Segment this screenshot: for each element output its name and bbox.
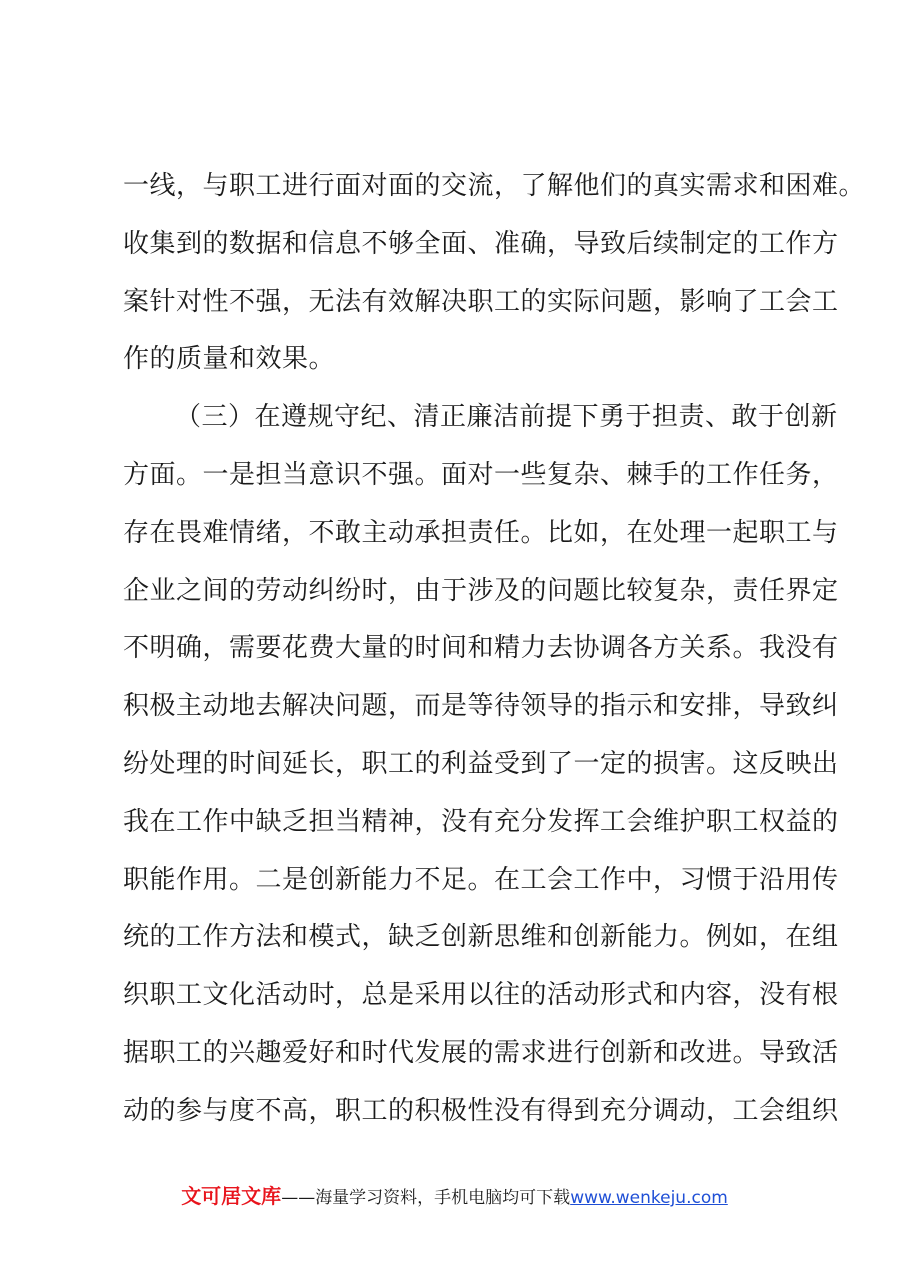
text-line: 织职工文化活动时，总是采用以往的活动形式和内容，没有根 bbox=[123, 980, 839, 1011]
text-line: 据职工的兴趣爱好和时代发展的需求进行创新和改进。导致活 bbox=[123, 1037, 839, 1068]
text-line: 我在工作中缺乏担当精神，没有充分发挥工会维护职工权益的 bbox=[123, 806, 839, 837]
text-line: 一线，与职工进行面对面的交流，了解他们的真实需求和困难。 bbox=[123, 171, 866, 201]
footer-banner bbox=[0, 1180, 909, 1209]
text-line: 纷处理的时间延长，职工的利益受到了一定的损害。这反映出 bbox=[123, 748, 839, 779]
section-heading-line: （三）在遵规守纪、清正廉洁前提下勇于担责、敢于创新 bbox=[175, 402, 838, 433]
text-line: 收集到的数据和信息不够全面、准确，导致后续制定的工作方 bbox=[123, 228, 839, 259]
text-line: 统的工作方法和模式，缺乏创新思维和创新能力。例如，在组 bbox=[123, 922, 839, 953]
text-line: 方面。一是担当意识不强。面对一些复杂、棘手的工作任务， bbox=[123, 459, 839, 490]
text-line: 存在畏难情绪，不敢主动承担责任。比如，在处理一起职工与 bbox=[123, 517, 839, 548]
text-line: 作的质量和效果。 bbox=[123, 344, 336, 375]
document-body bbox=[123, 158, 866, 1141]
text-line: 积极主动地去解决问题，而是等待领导的指示和安排，导致纠 bbox=[123, 691, 839, 722]
text-line: 案针对性不强，无法有效解决职工的实际问题，影响了工会工 bbox=[123, 286, 839, 317]
text-line: 企业之间的劳动纠纷时，由于涉及的问题比较复杂，责任界定 bbox=[123, 575, 839, 606]
footer-website-link[interactable]: www.wenkeju.com bbox=[570, 1188, 728, 1208]
text-line: 职能作用。二是创新能力不足。在工会工作中，习惯于沿用传 bbox=[123, 864, 839, 895]
footer-slogan: ——海量学习资料，手机电脑均可下载 bbox=[281, 1188, 571, 1208]
text-line: 不明确，需要花费大量的时间和精力去协调各方关系。我没有 bbox=[123, 633, 839, 664]
footer-brand: 文可居文库 bbox=[181, 1184, 282, 1208]
text-line: 动的参与度不高，职工的积极性没有得到充分调动，工会组织 bbox=[123, 1095, 839, 1126]
